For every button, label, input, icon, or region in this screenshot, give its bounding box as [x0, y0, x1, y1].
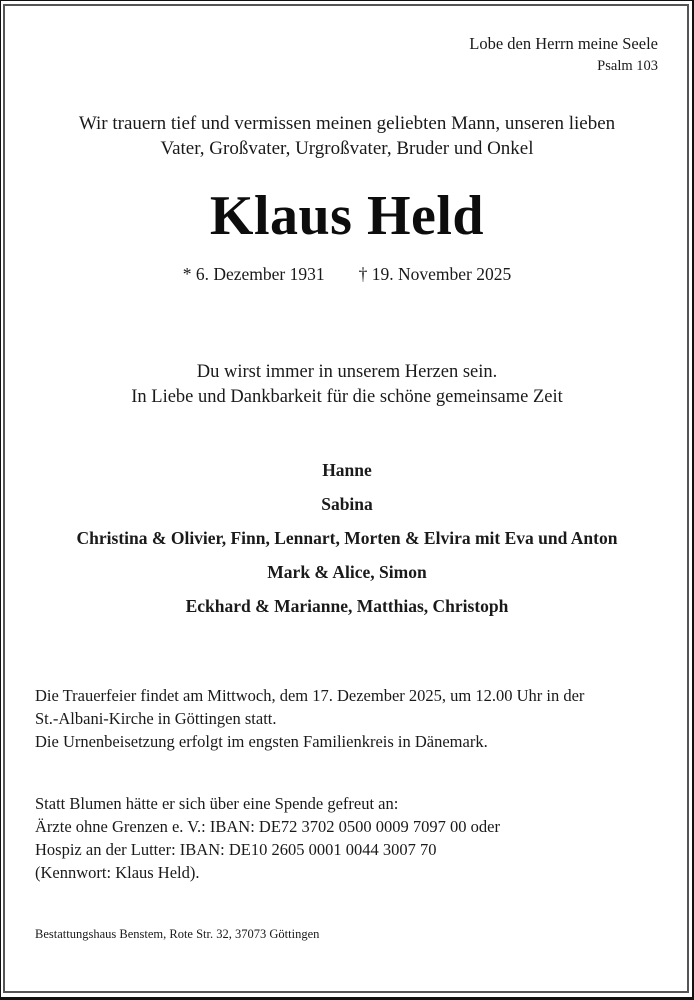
donation-line: Hospiz an der Lutter: IBAN: DE10 2605 0001 0044 3007 70: [35, 840, 437, 859]
donation-line: Statt Blumen hätte er sich über eine Spende gefreut an:: [35, 794, 399, 813]
birth-date: * 6. Dezember 1931: [182, 264, 325, 284]
life-dates: [0, 262, 694, 286]
motto-verse: Lobe den Herrn meine Seele: [469, 34, 658, 53]
funeral-home-info: Bestattungshaus Benstem, Rote Str. 32, 37073 Göttingen: [35, 927, 320, 941]
intro-line: Wir trauern tief und vermissen meinen geliebten Mann, unseren lieben: [78, 113, 616, 134]
mourner-line: Eckhard & Marianne, Matthias, Christoph: [185, 596, 509, 616]
donation-line: Ärzte ohne Grenzen e. V.: IBAN: DE72 3702 0500 0009 7097 00 oder: [35, 817, 500, 836]
quote-line: In Liebe und Dankbarkeit für die schöne gemeinsame Zeit: [131, 387, 563, 407]
deceased-name: Klaus Held: [209, 185, 485, 247]
donation-line: (Kennwort: Klaus Held).: [35, 863, 200, 882]
memorial-quote: [0, 360, 694, 410]
mourner-line: Sabina: [321, 494, 373, 514]
mourner-line: Christina & Olivier, Finn, Lennart, Morten & Elvira mit Eva und Anton: [76, 528, 618, 548]
funeral-line: St.-Albani-Kirche in Göttingen statt.: [35, 709, 277, 728]
quote-line: Du wirst immer in unserem Herzen sein.: [196, 362, 498, 382]
funeral-line: Die Trauerfeier findet am Mittwoch, dem 17. Dezember 2025, um 12.00 Uhr in der: [35, 686, 585, 705]
intro-line: Vater, Großvater, Urgroßvater, Bruder und Onkel: [160, 138, 534, 159]
mourner-line: Mark & Alice, Simon: [267, 562, 427, 582]
funeral-details: [35, 684, 584, 753]
death-date: † 19. November 2025: [358, 264, 512, 284]
donation-request: [35, 792, 500, 884]
funeral-line: Die Urnenbeisetzung erfolgt im engsten Familienkreis in Dänemark.: [35, 732, 488, 751]
mourner-line: Hanne: [322, 460, 372, 480]
bible-motto: [469, 33, 658, 77]
motto-reference: Psalm 103: [597, 58, 658, 74]
mourners-list: [0, 453, 694, 623]
mourning-intro: [0, 111, 694, 161]
